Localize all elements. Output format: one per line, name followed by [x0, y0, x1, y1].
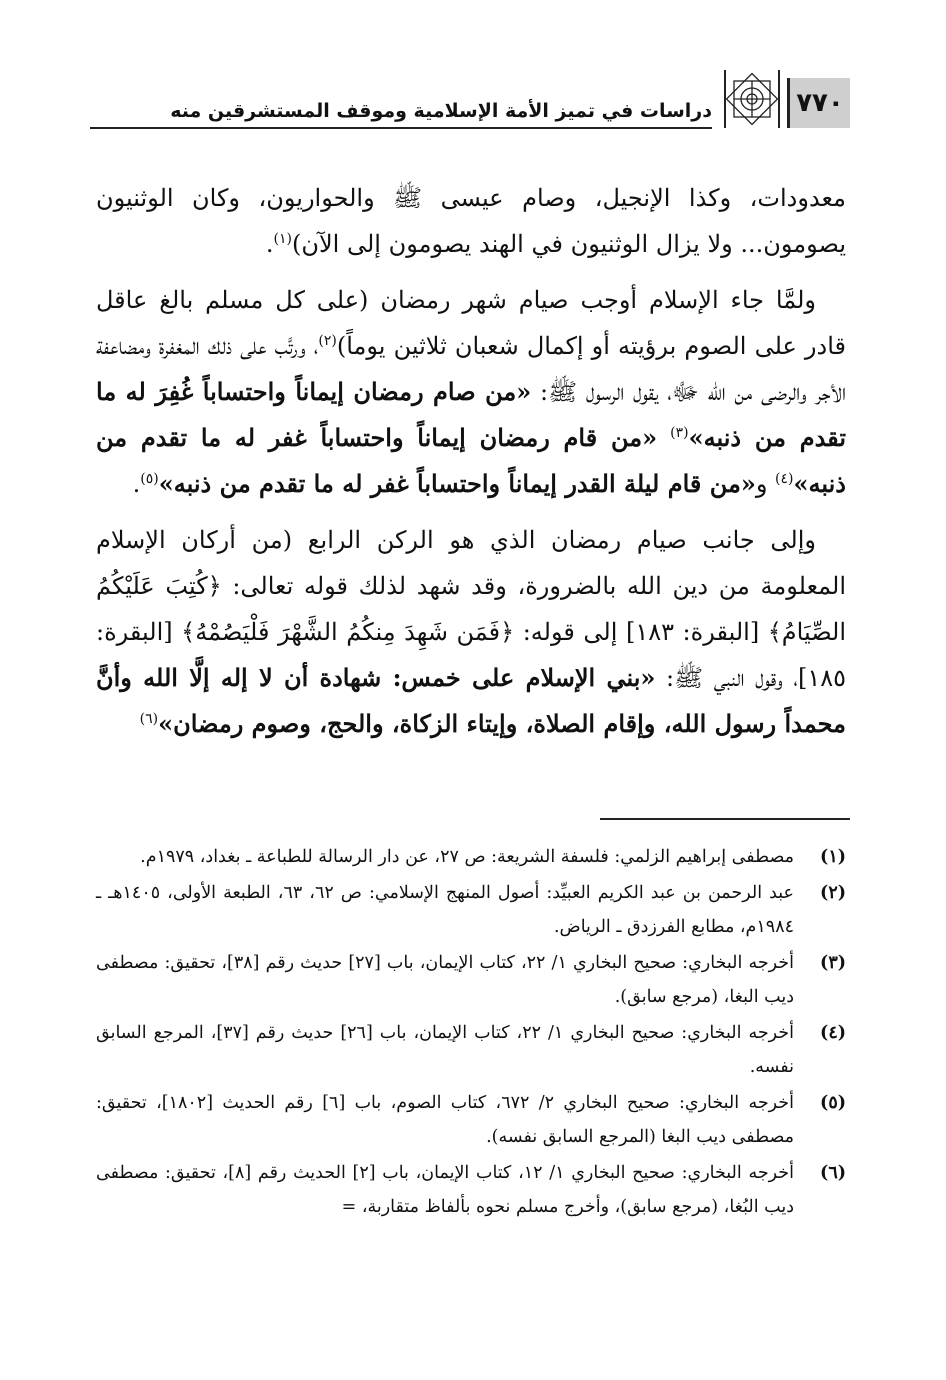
footnote-text: عبد الرحمن بن عبد الكريم العبيِّد: أصول المنهج الإسلامي: ص ٦٢، ٦٣، الطبعة الأولى، ١٤٠٥هـ ـ ١٩٨٤م، مطابع الفرزدق ـ الرياض. — [96, 883, 795, 937]
footnote-item — [96, 876, 846, 944]
footnote-ref-5: (٥) — [140, 471, 159, 487]
paragraph-3-text: وإلى جانب صيام رمضان الذي هو الركن الرابع (من أركان الإسلام المعلومة من دين الله بالضرورة، وقد شهد لذلك قوله تعالى: ﴿كُتِبَ عَلَيْكُمُ الصِّيَامُ﴾ [البقرة: ١٨٣] إلى قوله: ﴿فَمَن شَهِدَ مِنكُمُ الشَّهْرَ فَلْيَصُمْهُ﴾ [البقرة: ١٨٥]، وقول النبي ﷺ: — [96, 526, 847, 692]
footnote-ref-6: (٦) — [139, 711, 159, 727]
footnote-text: أخرجه البخاري: صحيح البخاري ١/ ١٢، كتاب الإيمان، باب [٢] الحديث رقم [٨]، تحقيق: مصطفى ديب البُغا، (مرجع سابق)، وأخرج مسلم نحوه بألفاظ متقاربة، = — [96, 1163, 794, 1217]
paragraph-2 — [96, 277, 846, 507]
footnotes — [96, 840, 846, 1226]
footnote-number: (٣) — [820, 953, 846, 973]
footnote-item — [96, 1016, 846, 1084]
paragraph-1-text: معدودات، وكذا الإنجيل، وصام عيسى ﷺ والحواريون، وكان الوثنيون يصومون... ولا يزال الوثنيون في الهند يصومون إلى الآن) — [96, 184, 846, 258]
hadith-quote-2: «من قام رمضان إيماناً واحتساباً غفر له ما تقدم من ذنبه» — [96, 423, 846, 498]
footnote-number: (٦) — [820, 1163, 846, 1183]
hadith-quote-4: «بني الإسلام على خمس: شهادة أن لا إله إلَّا الله وأنَّ محمداً رسول الله، وإقام الصلاة، وإيتاء الزكاة، والحج، وصوم رمضان» — [96, 663, 846, 738]
footnote-item — [96, 1156, 846, 1224]
hadith-quote-3: «من قام ليلة القدر إيماناً واحتساباً غفر له ما تقدم من ذنبه» — [158, 469, 756, 498]
footnote-number: (٥) — [820, 1093, 846, 1113]
footnote-separator — [600, 818, 850, 820]
footnote-ref-4: (٤) — [775, 471, 794, 487]
paragraph-2-text-b: ، ورتَّب على ذلك المغفرة ومضاعفة الأجر والرضى من الله ﷻ، يقول الرسول ﷺ: — [96, 332, 846, 406]
main-text — [96, 175, 846, 757]
hadith-quote-1: «من صام رمضان إيماناً واحتساباً غُفِرَ له ما تقدم من ذنبه» — [96, 377, 846, 452]
paragraph-1-end: . — [265, 230, 274, 258]
footnote-ref-2: (٢) — [318, 333, 337, 349]
footnote-text: أخرجه البخاري: صحيح البخاري ١/ ٢٢، كتاب الإيمان، باب [٢٦] حديث رقم [٣٧]، المرجع السابق نفسه. — [96, 1023, 794, 1077]
footnote-number: (٢) — [820, 883, 846, 903]
footnote-item — [96, 946, 846, 1014]
footnote-ref-3: (٣) — [670, 425, 689, 441]
page-number: ٧٧٠ — [787, 78, 850, 128]
paragraph-2-end: . — [132, 470, 141, 498]
paragraph-3 — [96, 517, 846, 747]
footnote-text: مصطفى إبراهيم الزلمي: فلسفة الشريعة: ص ٢٧، عن دار الرسالة للطباعة ـ بغداد، ١٩٧٩م. — [140, 847, 794, 867]
footnote-item — [96, 840, 846, 874]
footnote-number: (٤) — [820, 1023, 846, 1043]
paragraph-1 — [96, 175, 846, 267]
running-header-title: دراسات في تميز الأمة الإسلامية وموقف المستشرقين منه — [170, 100, 712, 122]
header-rule — [90, 127, 712, 129]
footnote-ref-1: (١) — [273, 231, 292, 247]
footnote-text: أخرجه البخاري: صحيح البخاري ٢/ ٦٧٢، كتاب الصوم، باب [٦] رقم الحديث [١٨٠٢]، تحقيق: مصطفى ديب البغا (المرجع السابق نفسه). — [96, 1093, 794, 1147]
conjunction: و — [755, 470, 776, 498]
footnote-text: أخرجه البخاري: صحيح البخاري ١/ ٢٢، كتاب الإيمان، باب [٢٧] حديث رقم [٣٨]، تحقيق: مصطفى ديب البغا، (مرجع سابق). — [96, 953, 794, 1007]
ornament-icon — [724, 70, 780, 128]
footnote-item — [96, 1086, 846, 1154]
paragraph-2-text-a: ولمَّا جاء الإسلام أوجب صيام شهر رمضان (على كل مسلم بالغ عاقل قادر على الصوم برؤيته أو إكمال شعبان ثلاثين يوماً) — [96, 286, 846, 360]
page-header — [90, 70, 850, 130]
footnote-number: (١) — [820, 847, 846, 867]
